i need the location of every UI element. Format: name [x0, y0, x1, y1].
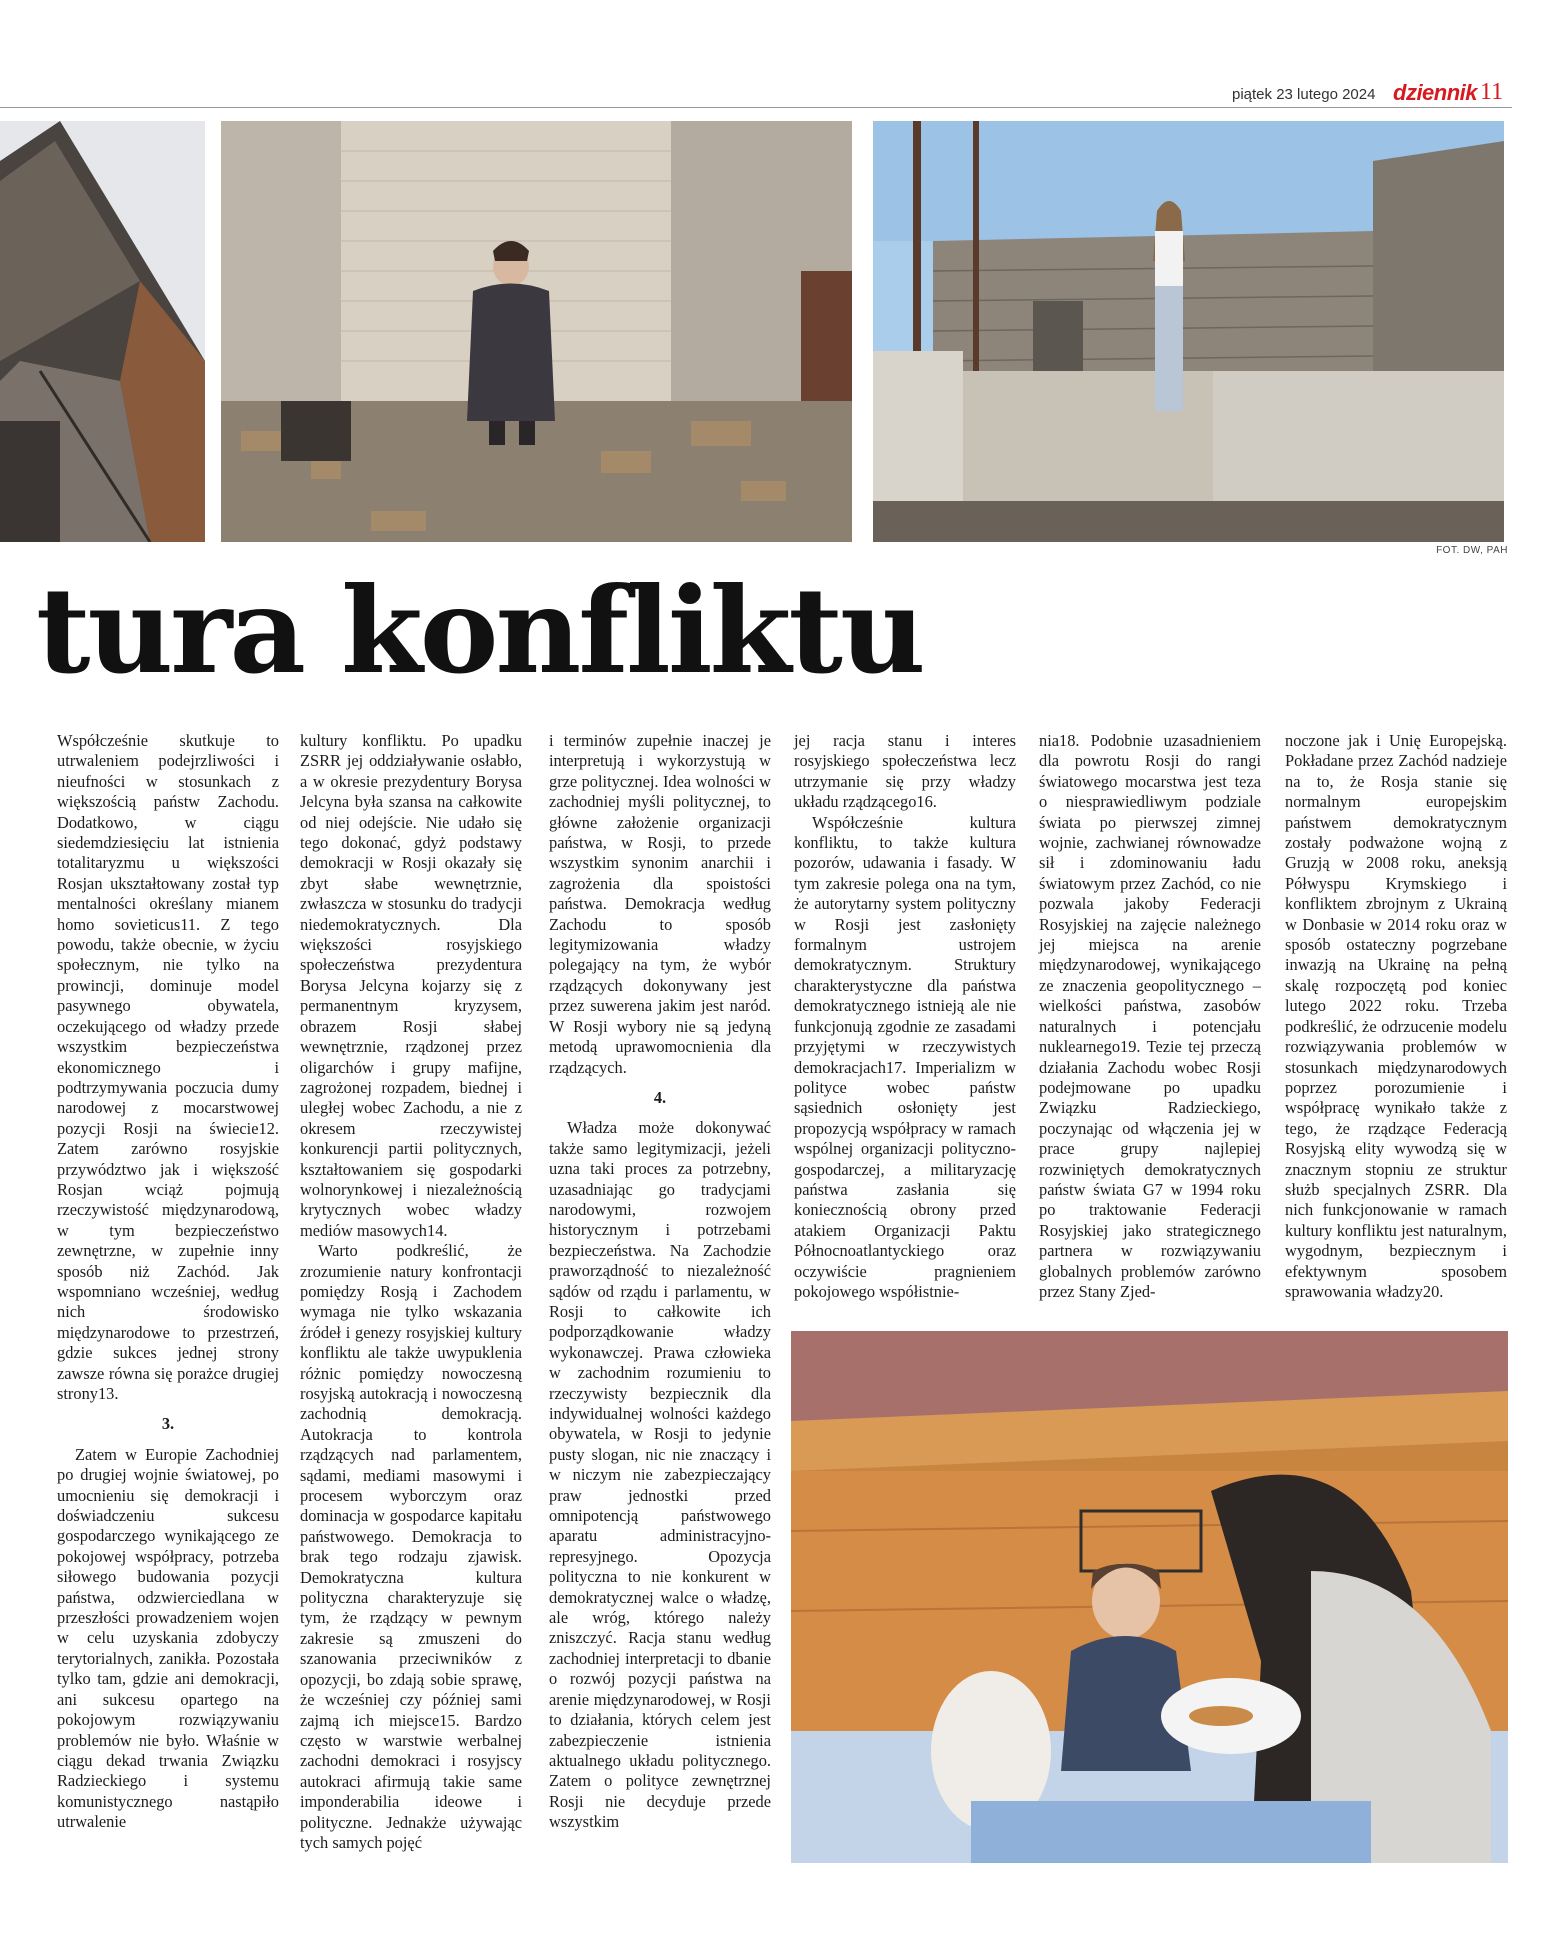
newspaper-logo: dziennik — [1393, 80, 1478, 105]
paragraph: nia18. Podobnie uzasadnieniem dla powrotu Rosji do rangi światowego mocarstwa jest teza o niesprawiedliwym podziale świata po pierwszej zimnej wojnie, zachwianej równowadze sił i zdominowaniu ładu światowym przez Zachód, co nie pozwala jakoby Federacji Rosyjskiej na zajęcie należnego jej miejsca na arenie międzynarodowej, wynikającego ze znaczenia geopolitycznego – wielkości państwa, zasobów naturalnych i potencjału nuklearnego19. Tezie tej przeczą działania Zachodu wobec Rosji podejmowane po upadku Związku Radzieckiego, poczynając od włączenia jej w prace grupy najlepiej rozwiniętych demokratycznych państw świata G7 w 1994 roku po traktowanie Federacji Rosyjskiej jako strategicznego partnera w rozwiązywaniu globalnych problemów zarówno przez Stany Zjed- — [1039, 731, 1261, 1301]
issue-date: piątek 23 lutego 2024 — [1232, 86, 1376, 103]
section-number: 4. — [653, 1087, 667, 1107]
paragraph: Współcześnie skutkuje to utrwaleniem podejrzliwości i nieufności w stosunkach z większością państw Zachodu. Dodatkowo, w ciągu siedemdziesięciu lat istnienia totalitaryzmu u większości Rosjan ukształtowany został typ mentalności określany mianem homo sovieticus11. Z tego powodu, także obecnie, w życiu społecznym, nie tylko na prowincji, dominuje model pasywnego obywatela, oczekującego od władzy przede wszystkim bezpieczeństwa ekonomicznego i podtrzymywania poczucia dumy narodowej z mocarstwowej pozycji Rosji na świecie12. Zatem zarówno rosyjskie przywództwo jak i większość Rosjan wciąż pojmują rzeczywistość międzynarodową, w tym bezpieczeństwo zewnętrzne, w zupełnie inny sposób niż Zachód. Jak wspomniano wcześniej, według nich środowisko międzynarodowe to przestrzeń, gdzie sukces jednej strony zawsze równa się porażce drugiej strony13. — [57, 731, 279, 1403]
article-column-3 — [549, 731, 771, 1833]
section-number: 3. — [161, 1414, 175, 1434]
article-column-1 — [57, 731, 279, 1833]
photo-mother-and-child — [791, 1331, 1508, 1863]
paragraph: jej racja stanu i interes rosyjskiego społeczeństwa lecz utrzymanie się przy władzy układu rządzącego16. — [794, 731, 1016, 812]
paragraph: Władza może dokonywać także samo legitymizacji, jeżeli uzna taki proces za potrzebny, uzasadniając go tradycjami narodowymi, rozwojem historycznym i potrzebami bezpieczeństwa. Na Zachodzie praworządność to niezależność sądów od rządu i parlamentu, w Rosji to całkowite ich podporządkowanie władzy wykonawczej. Prawa człowieka w zachodnim rozumieniu to rzeczywisty bezpiecznik dla indywidualnej wolności każdego obywatela, w Rosji to jedynie pusty slogan, nic nie znaczący i w niczym nie zabezpieczający praw jednostki przed omnipotencją państwowego aparatu administracyjno-represyjnego. Opozycja polityczna to nie konkurent w demokratycznej walce o władzę, ale wróg, którego należy zniszczyć. Racja stanu według zachodniej interpretacji to dbanie o rozwój pozycji państwa na arenie międzynarodowej, w Rosji to działania, których celem jest zabezpieczenie istnienia aktualnego układu politycznego. Zatem o polityce zewnętrznej Rosji nie decyduje przede wszystkim — [549, 1118, 771, 1832]
article-column-2 — [300, 731, 522, 1853]
headline: tura konfliktu — [36, 561, 923, 700]
header-rule — [0, 107, 1512, 108]
paragraph: noczone jak i Unię Europejską. Pokładane przez Zachód nadzieje na to, że Rosja stanie się normalnym europejskim państwem demokratycznym zostały podważone wojną z Gruzją w 2008 roku, aneksją Półwyspu Krymskiego i konfliktem zbrojnym z Ukrainą w Donbasie w 2014 roku oraz w sposób ostateczny pogrzebane inwazją na Ukrainę na pełną skalę rozpoczętą pod koniec lutego 2022 roku. Trzeba podkreślić, że odrzucenie modelu rozwiązywania problemów w stosunkach międzynarodowych poprzez porozumienie i współpracę wynikało także z tego, że rządzące Federacją Rosyjską elity wywodzą się w znacznym stopniu ze struktur służb specjalnych ZSRR. Dla nich funkcjonowanie w ramach kultury konfliktu jest naturalnym, wygodnym, bezpiecznym i efektywnym sposobem sprawowania władzy20. — [1285, 731, 1507, 1301]
article-column-5 — [1039, 731, 1261, 1302]
article-column-6 — [1285, 731, 1507, 1302]
paragraph: Współcześnie kultura konfliktu, to także kultura pozorów, udawania i fasady. W tym zakresie polega ona na tym, że autorytarny system polityczny w Rosji jest zasłonięty formalnym ustrojem demokratycznym. Struktury charakterystyczne dla państwa demokratycznego istnieją ale nie funkcjonują zgodnie ze zasadami przyjętymi w rzeczywistych demokracjach17. Imperializm w polityce wobec państw sąsiednich osłonięty jest propozycją współpracy w ramach wspólnej organizacji polityczno-gospodarczej, a militaryzację państwa zasłania się koniecznością obrony przed atakiem Organizacji Paktu Północnoatlantyckiego oraz oczywiście pragnieniem pokojowego współistnie- — [794, 812, 1016, 1301]
photo-destroyed-building — [0, 121, 205, 542]
paragraph: i terminów zupełnie inaczej je interpretują i wykorzystują w grze politycznej. Idea wolności w zachodniej myśli politycznej, to główne założenie organizacji państwa, w Rosji, to przede wszystkim synonim anarchii i zagrożenia dla spoistości państwa. Demokracja według Zachodu to sposób legitymizowania władzy polegający na tym, że wybór rządzących dokonywany jest przez suwerena jakim jest naród. W Rosji wybory nie są jedyną metodą uprawomocnienia dla rządzących. — [549, 731, 771, 1077]
photo-young-woman-in-ruins — [873, 121, 1504, 542]
page-number: 11 — [1480, 79, 1504, 105]
paragraph: Zatem w Europie Zachodniej po drugiej wojnie światowej, po umocnieniu się demokracji i doświadczeniu sukcesu gospodarczego wynikającego ze pokojowej współpracy, potrzeba siłowego budowania pozycji państwa, odzwierciedlana w przeszłości prowadzeniem wojen w celu uzyskania zdobyczy terytorialnych, zanikła. Pozostała tylko tam, gdzie ani demokracji, ani sukcesu opartego na pokojowym rozwiązywaniu problemów nie było. Właśnie w ciągu dekad trwania Związku Radzieckiego i systemu komunistycznego nastąpiło utrwalenie — [57, 1444, 279, 1832]
paragraph: kultury konfliktu. Po upadku ZSRR jej oddziaływanie osłabło, a w okresie prezydentury Borysa Jelcyna była szansa na całkowite od niej odejście. Nie udało się tego dokonać, gdyż podstawy demokracji w Rosji okazały się zbyt słabe wewnętrznie, zwłaszcza w stosunku do tradycji niedemokratycznych. Dla większości rosyjskiego społeczeństwa prezydentura Borysa Jelcyna kojarzy się z permanentnym kryzysem, obrazem Rosji słabej wewnętrznie, rządzonej przez oligarchów i grupy mafijne, zagrożonej rozpadem, biednej i uległej wobec Zachodu, a nie z okresem rzeczywistej konkurencji partii politycznych, kształtowaniem się gospodarki wolnorynkowej i niezależnością krytycznych wobec władzy mediów masowych14. — [300, 731, 522, 1240]
photo-woman-in-ruins — [221, 121, 852, 542]
article-column-4 — [794, 731, 1016, 1302]
paragraph: Warto podkreślić, że zrozumienie natury konfrontacji pomiędzy Rosją i Zachodem wymaga nie tylko wskazania źródeł i genezy rosyjskiej kultury konfliktu ale także uwypuklenia różnic pomiędzy nowoczesną rosyjską autokracją i nowoczesną zachodnią demokracją. Autokracja to kontrola rządzących nad parlamentem, sądami, mediami masowymi i procesem wyborczym oraz dominacja w gospodarce kapitału państwowego. Demokracja to brak tego rodzaju zjawisk. Demokratyczna kultura polityczna charakteryzuje się tym, że rządzący w pewnym zakresie są zmuszeni do szanowania przeciwników z opozycji, bo zdają sobie sprawę, że wcześniej czy później sami zajmą ich miejsce15. Bardzo często w warstwie werbalnej zachodni demokraci i rosyjscy autokraci afirmują takie same imponderabilia ideowe i polityczne. Jednakże używając tych samych pojęć — [300, 1241, 522, 1852]
photo-credit: FOT. DW, PAH — [1436, 545, 1508, 556]
